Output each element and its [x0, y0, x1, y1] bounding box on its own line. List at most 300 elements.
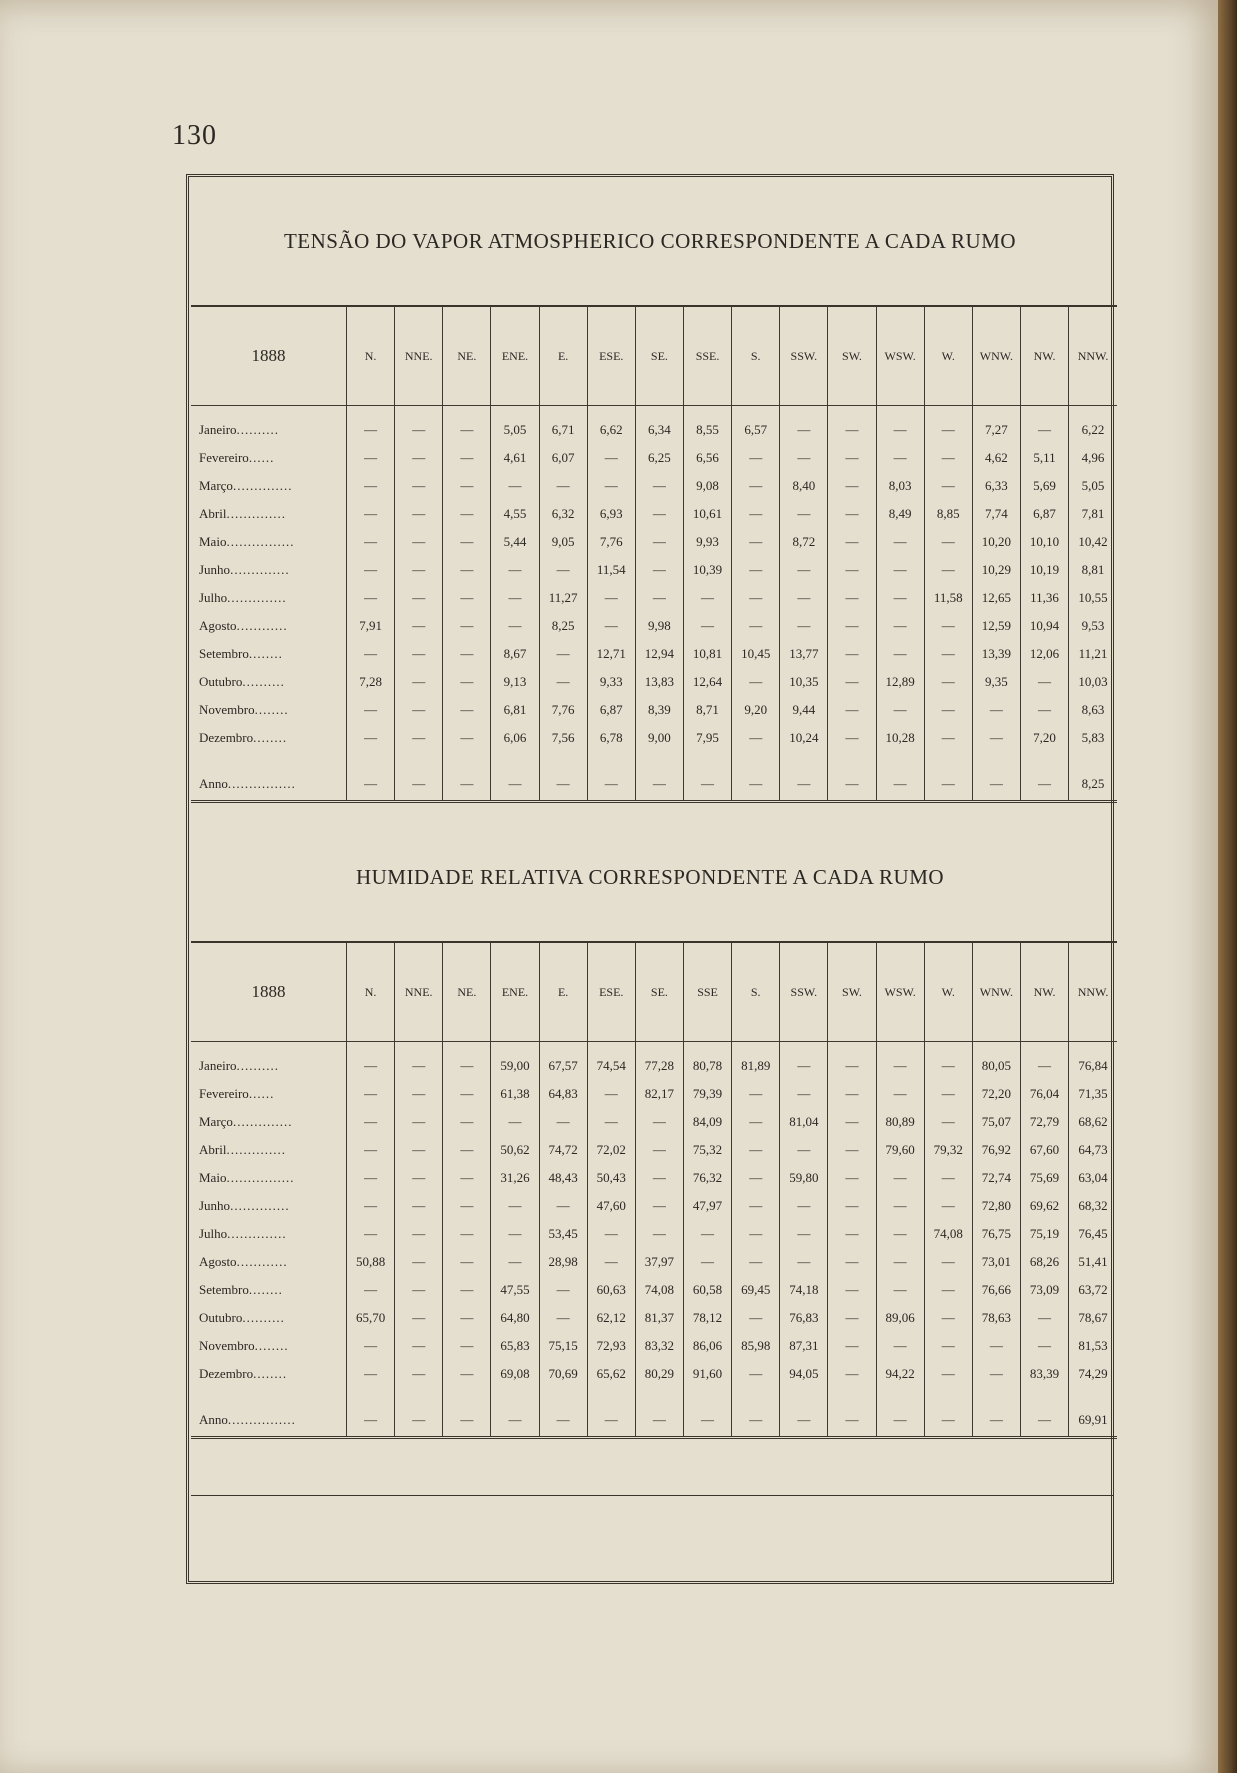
value-cell: — — [443, 668, 491, 696]
column-header: NNE. — [395, 306, 443, 406]
value-cell: — — [395, 1332, 443, 1360]
value-cell: — — [539, 1276, 587, 1304]
value-cell: — — [395, 1220, 443, 1248]
column-header: SSW. — [780, 306, 828, 406]
value-cell: 12,94 — [635, 640, 683, 668]
value-cell: 61,38 — [491, 1080, 539, 1108]
value-cell: 6,93 — [587, 500, 635, 528]
column-header: NE. — [443, 942, 491, 1042]
table-row — [191, 584, 1117, 612]
value-cell: 10,42 — [1069, 528, 1117, 556]
value-cell: — — [347, 696, 395, 724]
dot-leader: ...... — [248, 1086, 275, 1101]
value-cell: — — [780, 1042, 828, 1081]
value-cell: 31,26 — [491, 1164, 539, 1192]
value-cell: 13,77 — [780, 640, 828, 668]
value-cell: — — [635, 528, 683, 556]
value-cell: 64,83 — [539, 1080, 587, 1108]
value-cell: 10,20 — [972, 528, 1020, 556]
table-row — [191, 406, 1117, 445]
column-header: S. — [732, 942, 780, 1042]
value-cell: 37,97 — [635, 1248, 683, 1276]
month-cell — [191, 724, 347, 752]
value-cell: 76,04 — [1020, 1080, 1068, 1108]
value-cell: — — [539, 1192, 587, 1220]
value-cell: 64,73 — [1069, 1136, 1117, 1164]
value-cell: — — [828, 528, 876, 556]
column-header: N. — [347, 942, 395, 1042]
month-label: Anno — [199, 776, 228, 791]
value-cell: 69,08 — [491, 1360, 539, 1388]
table1-title: TENSÃO DO VAPOR ATMOSPHERICO CORRESPONDENTE A CADA RUMO — [283, 229, 1017, 253]
value-cell: — — [924, 406, 972, 445]
value-cell: — — [347, 1108, 395, 1136]
month-label: Março — [199, 478, 233, 493]
dot-leader: .............. — [227, 590, 287, 605]
column-header: E. — [539, 306, 587, 406]
value-cell: — — [587, 752, 635, 802]
value-cell: — — [828, 500, 876, 528]
table-frame — [186, 174, 1114, 1584]
value-cell: 4,55 — [491, 500, 539, 528]
value-cell: — — [443, 1080, 491, 1108]
value-cell: 10,19 — [1020, 556, 1068, 584]
value-cell: — — [395, 1164, 443, 1192]
value-cell: — — [876, 612, 924, 640]
value-cell: — — [732, 444, 780, 472]
value-cell: 10,45 — [732, 640, 780, 668]
value-cell: — — [491, 1192, 539, 1220]
month-cell — [191, 752, 347, 802]
value-cell: — — [347, 1360, 395, 1388]
table-row — [191, 1276, 1117, 1304]
table-row — [191, 1220, 1117, 1248]
month-cell — [191, 1042, 347, 1081]
dot-leader: .............. — [232, 478, 293, 493]
month-cell — [191, 1192, 347, 1220]
month-cell — [191, 584, 347, 612]
month-cell — [191, 444, 347, 472]
value-cell: 5,44 — [491, 528, 539, 556]
value-cell: 10,10 — [1020, 528, 1068, 556]
value-cell: 94,05 — [780, 1360, 828, 1388]
value-cell: 86,06 — [683, 1332, 731, 1360]
value-cell: 4,61 — [491, 444, 539, 472]
value-cell: — — [683, 612, 731, 640]
column-header: NNW. — [1069, 942, 1117, 1042]
value-cell: 6,87 — [587, 696, 635, 724]
value-cell: — — [1020, 1304, 1068, 1332]
dot-leader: .......... — [236, 1058, 280, 1073]
value-cell: 9,08 — [683, 472, 731, 500]
value-cell: — — [828, 472, 876, 500]
table-row — [191, 1136, 1117, 1164]
value-cell: — — [876, 1042, 924, 1081]
value-cell: — — [395, 472, 443, 500]
value-cell: 9,35 — [972, 668, 1020, 696]
value-cell: — — [395, 500, 443, 528]
value-cell: — — [635, 1108, 683, 1136]
value-cell: 7,20 — [1020, 724, 1068, 752]
value-cell: — — [443, 1360, 491, 1388]
value-cell: 6,57 — [732, 406, 780, 445]
dot-leader: .............. — [226, 1142, 286, 1157]
value-cell: 8,25 — [539, 612, 587, 640]
value-cell: 76,45 — [1069, 1220, 1117, 1248]
value-cell: — — [924, 724, 972, 752]
value-cell: — — [587, 1248, 635, 1276]
value-cell: — — [876, 1080, 924, 1108]
value-cell: — — [395, 1192, 443, 1220]
value-cell: 79,60 — [876, 1136, 924, 1164]
value-cell: — — [924, 1108, 972, 1136]
value-cell: 11,36 — [1020, 584, 1068, 612]
value-cell: 7,76 — [539, 696, 587, 724]
value-cell: 68,26 — [1020, 1248, 1068, 1276]
value-cell: 13,83 — [635, 668, 683, 696]
value-cell: — — [732, 1080, 780, 1108]
value-cell: 7,81 — [1069, 500, 1117, 528]
value-cell: 9,33 — [587, 668, 635, 696]
value-cell: — — [587, 584, 635, 612]
vapour-tension-table — [191, 305, 1117, 803]
value-cell: — — [443, 1108, 491, 1136]
table2-year: 1888 — [191, 942, 347, 1042]
month-cell — [191, 1248, 347, 1276]
value-cell: — — [924, 1388, 972, 1438]
value-cell: — — [828, 1248, 876, 1276]
value-cell: — — [443, 406, 491, 445]
value-cell: — — [1020, 1332, 1068, 1360]
value-cell: — — [347, 1080, 395, 1108]
month-label: Abril — [199, 1142, 227, 1157]
value-cell: — — [732, 752, 780, 802]
month-label: Junho — [199, 562, 231, 577]
table-row — [191, 668, 1117, 696]
value-cell: — — [491, 584, 539, 612]
value-cell: — — [924, 752, 972, 802]
value-cell: — — [683, 1248, 731, 1276]
value-cell: 7,28 — [347, 668, 395, 696]
value-cell: — — [635, 1388, 683, 1438]
value-cell: 64,80 — [491, 1304, 539, 1332]
value-cell: — — [780, 1220, 828, 1248]
value-cell: 65,62 — [587, 1360, 635, 1388]
value-cell: — — [395, 584, 443, 612]
value-cell: — — [395, 640, 443, 668]
month-label: Novembro — [199, 702, 255, 717]
value-cell: — — [395, 1360, 443, 1388]
dot-leader: ................ — [226, 534, 295, 549]
value-cell: 53,45 — [539, 1220, 587, 1248]
value-cell: — — [780, 1080, 828, 1108]
month-label: Março — [199, 1114, 233, 1129]
month-label: Fevereiro — [199, 1086, 249, 1101]
value-cell: — — [924, 668, 972, 696]
value-cell: 81,04 — [780, 1108, 828, 1136]
value-cell: 5,05 — [491, 406, 539, 445]
value-cell: — — [491, 1220, 539, 1248]
value-cell: 7,27 — [972, 406, 1020, 445]
table-row — [191, 1108, 1117, 1136]
dot-leader: .......... — [242, 1310, 285, 1325]
value-cell: — — [347, 1220, 395, 1248]
value-cell: — — [539, 640, 587, 668]
value-cell: 68,62 — [1069, 1108, 1117, 1136]
column-header: W. — [924, 306, 972, 406]
value-cell: 70,69 — [539, 1360, 587, 1388]
value-cell: 13,39 — [972, 640, 1020, 668]
month-cell — [191, 1080, 347, 1108]
month-label: Outubro — [199, 1310, 243, 1325]
column-header: SSE. — [683, 306, 731, 406]
value-cell: 9,20 — [732, 696, 780, 724]
value-cell: — — [732, 668, 780, 696]
value-cell: — — [539, 472, 587, 500]
value-cell: 69,62 — [1020, 1192, 1068, 1220]
value-cell: — — [828, 668, 876, 696]
value-cell: — — [972, 724, 1020, 752]
value-cell: 73,01 — [972, 1248, 1020, 1276]
dot-leader: .............. — [232, 1114, 293, 1129]
value-cell: — — [732, 1192, 780, 1220]
value-cell: — — [924, 696, 972, 724]
value-cell: 7,74 — [972, 500, 1020, 528]
value-cell: 89,06 — [876, 1304, 924, 1332]
value-cell: — — [1020, 1388, 1068, 1438]
value-cell: — — [732, 472, 780, 500]
blank-footer-area — [191, 1495, 1113, 1606]
value-cell: — — [443, 1304, 491, 1332]
month-cell — [191, 500, 347, 528]
value-cell: 8,55 — [683, 406, 731, 445]
value-cell: — — [587, 472, 635, 500]
value-cell: — — [587, 1220, 635, 1248]
value-cell: — — [924, 444, 972, 472]
month-cell — [191, 1388, 347, 1438]
value-cell: — — [924, 612, 972, 640]
column-header: NNW. — [1069, 306, 1117, 406]
table-row — [191, 444, 1117, 472]
value-cell: 5,69 — [1020, 472, 1068, 500]
value-cell: 87,31 — [780, 1332, 828, 1360]
value-cell: — — [539, 1388, 587, 1438]
value-cell: — — [395, 612, 443, 640]
value-cell: 75,69 — [1020, 1164, 1068, 1192]
value-cell: 91,60 — [683, 1360, 731, 1388]
value-cell: 10,94 — [1020, 612, 1068, 640]
value-cell: — — [780, 1248, 828, 1276]
value-cell: — — [732, 1220, 780, 1248]
value-cell: — — [587, 1080, 635, 1108]
value-cell: 9,98 — [635, 612, 683, 640]
value-cell: — — [972, 1360, 1020, 1388]
value-cell: — — [732, 1304, 780, 1332]
value-cell: — — [491, 1248, 539, 1276]
value-cell: 8,25 — [1069, 752, 1117, 802]
column-header: SW. — [828, 306, 876, 406]
value-cell: — — [347, 1332, 395, 1360]
month-cell — [191, 1164, 347, 1192]
value-cell: 72,02 — [587, 1136, 635, 1164]
value-cell: — — [443, 1164, 491, 1192]
value-cell: — — [395, 444, 443, 472]
value-cell: — — [828, 1304, 876, 1332]
column-header: N. — [347, 306, 395, 406]
value-cell: 76,83 — [780, 1304, 828, 1332]
table-row — [191, 556, 1117, 584]
month-cell — [191, 1360, 347, 1388]
value-cell: — — [395, 1042, 443, 1081]
value-cell: 9,05 — [539, 528, 587, 556]
month-label: Agosto — [199, 618, 237, 633]
column-header: ENE. — [491, 942, 539, 1042]
column-header: WNW. — [972, 306, 1020, 406]
month-cell — [191, 668, 347, 696]
value-cell: — — [443, 1136, 491, 1164]
dot-leader: .............. — [230, 1198, 290, 1213]
value-cell: 50,43 — [587, 1164, 635, 1192]
value-cell: — — [443, 612, 491, 640]
month-label: Fevereiro — [199, 450, 249, 465]
value-cell: — — [443, 1042, 491, 1081]
value-cell: — — [443, 1248, 491, 1276]
value-cell: — — [395, 668, 443, 696]
value-cell: 8,39 — [635, 696, 683, 724]
table-row — [191, 1164, 1117, 1192]
value-cell: — — [443, 444, 491, 472]
month-label: Maio — [199, 1170, 227, 1185]
value-cell: — — [828, 1136, 876, 1164]
value-cell: 6,87 — [1020, 500, 1068, 528]
value-cell: — — [395, 528, 443, 556]
value-cell: — — [587, 1108, 635, 1136]
value-cell: 82,17 — [635, 1080, 683, 1108]
value-cell: — — [780, 752, 828, 802]
value-cell: — — [732, 584, 780, 612]
value-cell: 50,62 — [491, 1136, 539, 1164]
value-cell: 6,25 — [635, 444, 683, 472]
relative-humidity-table — [191, 941, 1117, 1439]
month-label: Abril — [199, 506, 227, 521]
value-cell: 83,39 — [1020, 1360, 1068, 1388]
value-cell: — — [1020, 1042, 1068, 1081]
value-cell: — — [972, 1388, 1020, 1438]
value-cell: — — [635, 556, 683, 584]
value-cell: — — [1020, 668, 1068, 696]
value-cell: 11,27 — [539, 584, 587, 612]
month-cell — [191, 696, 347, 724]
value-cell: 12,65 — [972, 584, 1020, 612]
value-cell: — — [347, 406, 395, 445]
value-cell: 12,71 — [587, 640, 635, 668]
table-row — [191, 1192, 1117, 1220]
value-cell: — — [347, 1164, 395, 1192]
column-header: NW. — [1020, 306, 1068, 406]
value-cell: — — [587, 612, 635, 640]
value-cell: — — [876, 1332, 924, 1360]
value-cell: 6,62 — [587, 406, 635, 445]
month-cell — [191, 1220, 347, 1248]
column-header: ESE. — [587, 306, 635, 406]
value-cell: 5,11 — [1020, 444, 1068, 472]
table-row — [191, 1332, 1117, 1360]
value-cell: 67,60 — [1020, 1136, 1068, 1164]
value-cell: 74,29 — [1069, 1360, 1117, 1388]
value-cell: — — [347, 584, 395, 612]
value-cell: 62,12 — [587, 1304, 635, 1332]
value-cell: 8,67 — [491, 640, 539, 668]
value-cell: — — [635, 472, 683, 500]
value-cell: — — [683, 1388, 731, 1438]
dot-leader: ................ — [227, 1412, 296, 1427]
value-cell: — — [443, 1276, 491, 1304]
month-cell — [191, 1332, 347, 1360]
dot-leader: .............. — [226, 506, 286, 521]
value-cell: 11,54 — [587, 556, 635, 584]
table-row — [191, 612, 1117, 640]
value-cell: 5,83 — [1069, 724, 1117, 752]
dot-leader: ........ — [253, 1366, 288, 1381]
month-label: Agosto — [199, 1254, 237, 1269]
value-cell: — — [780, 1192, 828, 1220]
value-cell: 4,62 — [972, 444, 1020, 472]
value-cell: 7,91 — [347, 612, 395, 640]
column-header: SSW. — [780, 942, 828, 1042]
value-cell: — — [635, 584, 683, 612]
value-cell: 47,97 — [683, 1192, 731, 1220]
value-cell: 6,33 — [972, 472, 1020, 500]
value-cell: 69,45 — [732, 1276, 780, 1304]
value-cell: 5,05 — [1069, 472, 1117, 500]
value-cell: — — [924, 1304, 972, 1332]
value-cell: 8,71 — [683, 696, 731, 724]
value-cell: 6,78 — [587, 724, 635, 752]
value-cell: 48,43 — [539, 1164, 587, 1192]
table-row — [191, 752, 1117, 802]
value-cell: 6,32 — [539, 500, 587, 528]
value-cell: — — [732, 724, 780, 752]
column-header: SE. — [635, 306, 683, 406]
value-cell: — — [395, 406, 443, 445]
value-cell: 9,53 — [1069, 612, 1117, 640]
value-cell: — — [924, 1192, 972, 1220]
value-cell: — — [828, 1388, 876, 1438]
column-header: SSE — [683, 942, 731, 1042]
value-cell: — — [539, 1108, 587, 1136]
value-cell: — — [347, 472, 395, 500]
value-cell: — — [635, 1164, 683, 1192]
value-cell: 60,63 — [587, 1276, 635, 1304]
value-cell: 71,35 — [1069, 1080, 1117, 1108]
month-cell — [191, 528, 347, 556]
month-label: Setembro — [199, 1282, 249, 1297]
value-cell: — — [491, 612, 539, 640]
dot-leader: .......... — [236, 422, 280, 437]
value-cell: — — [395, 1388, 443, 1438]
value-cell: 65,83 — [491, 1332, 539, 1360]
table2-title: HUMIDADE RELATIVA CORRESPONDENTE A CADA RUMO — [355, 865, 945, 889]
value-cell: — — [443, 640, 491, 668]
value-cell: — — [347, 1388, 395, 1438]
value-cell: 80,05 — [972, 1042, 1020, 1081]
value-cell: — — [780, 406, 828, 445]
value-cell: — — [443, 1388, 491, 1438]
value-cell: 72,80 — [972, 1192, 1020, 1220]
value-cell: — — [876, 1220, 924, 1248]
value-cell: — — [780, 444, 828, 472]
dot-leader: ............ — [236, 1254, 288, 1269]
